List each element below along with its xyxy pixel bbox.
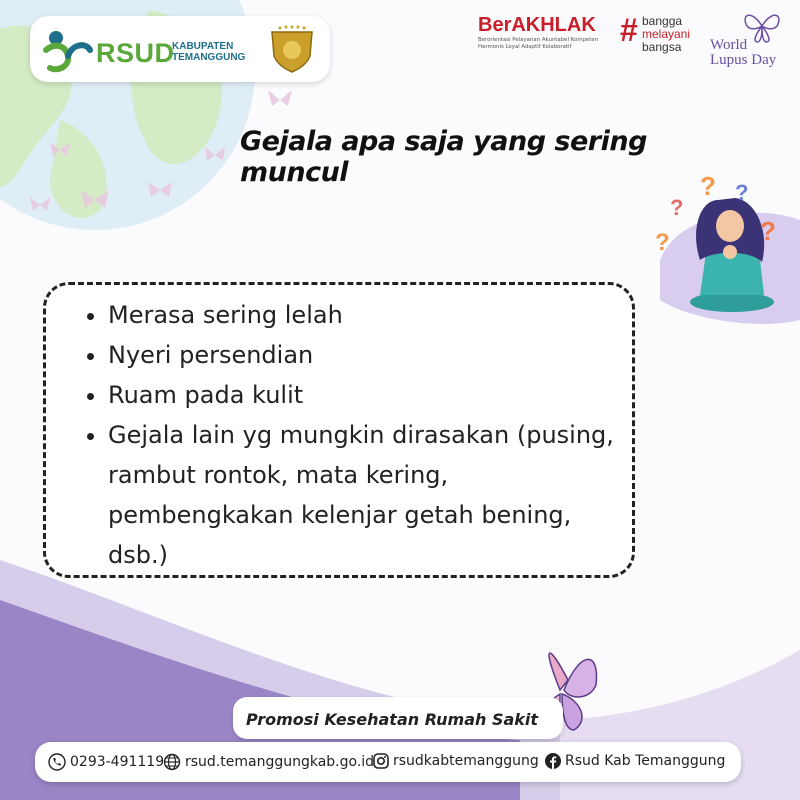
instagram-icon — [373, 753, 389, 769]
berakhlak-tagline: Berorientasi Pelayanan Akuntabel Kompeten Harmonis Loyal Adaptif Kolaboratif — [478, 37, 599, 50]
phone-icon — [48, 753, 66, 771]
svg-text:?: ? — [655, 229, 670, 256]
logo-subtitle-line-1: KABUPATEN — [172, 41, 234, 52]
bangga-line-1: bangga — [642, 14, 683, 28]
list-item: • Nyeri persendian — [108, 335, 628, 375]
rsud-logo-icon — [42, 26, 94, 74]
svg-text:?: ? — [760, 216, 776, 246]
facebook-page: Rsud Kab Temanggung — [565, 753, 726, 769]
bangga-line-3: bangsa — [642, 40, 682, 54]
svg-text:?: ? — [735, 180, 749, 205]
facebook-contact[interactable] — [545, 753, 725, 769]
logo-name: RSUD — [96, 38, 175, 68]
globe-icon — [163, 753, 181, 771]
website-url: rsud.temanggungkab.go.id — [185, 754, 375, 770]
regency-emblem-icon — [266, 24, 318, 74]
list-item: • Merasa sering lelah — [108, 295, 628, 335]
facebook-icon — [545, 753, 561, 769]
phone-contact[interactable] — [48, 753, 164, 771]
logo-subtitle-line-2: TEMANGGUNG — [172, 52, 246, 63]
phone-number: 0293-491119 — [70, 754, 165, 770]
promo-label: Promosi Kesehatan Rumah Sakit — [246, 710, 539, 729]
bangga-melayani-bangsa-logo — [642, 15, 690, 54]
logo-subtitle — [172, 41, 245, 63]
symptom-box — [43, 282, 635, 578]
page-title: Gejala apa saja yang sering muncul — [240, 126, 647, 188]
svg-text:?: ? — [670, 195, 684, 220]
lupus-line-1: World — [710, 37, 748, 53]
world-lupus-day-logo — [710, 38, 776, 68]
instagram-handle: rsudkabtemanggung — [393, 753, 539, 769]
bangga-line-2: melayani — [642, 27, 691, 41]
website-contact[interactable] — [163, 753, 374, 771]
lupus-line-2: Lupus Day — [710, 52, 777, 68]
symptom-list — [82, 295, 628, 575]
bangga-hash-logo: # — [620, 12, 638, 48]
list-item: • Ruam pada kulit — [108, 375, 628, 415]
instagram-contact[interactable] — [373, 753, 539, 769]
berakhlak-logo: BerAKHLAK — [478, 14, 596, 36]
list-item: • Gejala lain yg mungkin dirasakan (pusing, rambut rontok, mata kering, pembengkakan kelenjar getah bening, dsb.) — [108, 415, 628, 575]
svg-text:?: ? — [700, 171, 716, 201]
